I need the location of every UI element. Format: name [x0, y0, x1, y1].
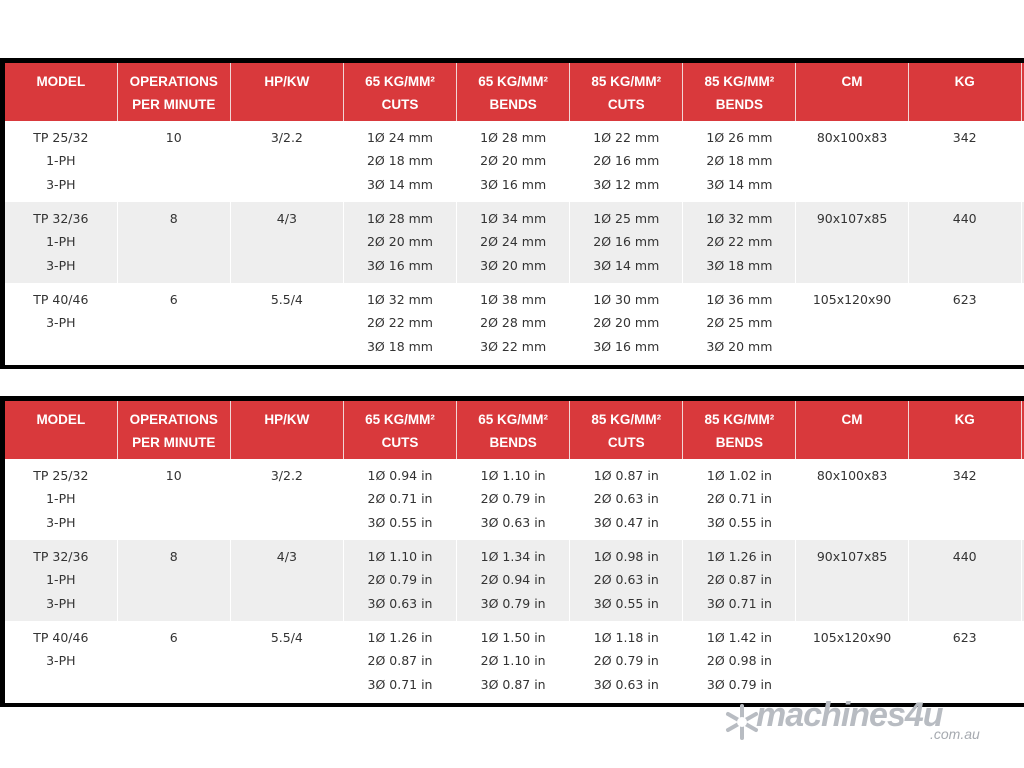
header-model: MODEL — [5, 401, 117, 459]
header-row — [5, 63, 1024, 121]
cell-cm: 105x120x90 — [796, 621, 908, 703]
cell-model: TP 25/32 1-PH 3-PH — [5, 121, 117, 202]
cell-ops: 6 — [117, 621, 230, 703]
cell-cuts65: 1Ø 24 mm 2Ø 18 mm 3Ø 14 mm — [343, 121, 456, 202]
spec-table-mm-block — [0, 58, 1024, 369]
cell-kg: 623 — [908, 621, 1021, 703]
header-kg: KG — [908, 63, 1021, 121]
cell-hpkw: 3/2.2 — [230, 459, 343, 540]
cell-ops: 8 — [117, 202, 230, 283]
header-65-bends: 65 KG/MM² BENDS — [457, 63, 570, 121]
cell-bends65: 1Ø 34 mm 2Ø 24 mm 3Ø 20 mm — [457, 202, 570, 283]
cell-kg: 440 — [908, 540, 1021, 621]
cell-cuts85: 1Ø 22 mm 2Ø 16 mm 3Ø 12 mm — [570, 121, 683, 202]
cell-hpkw: 3/2.2 — [230, 121, 343, 202]
cell-cuts85: 1Ø 30 mm 2Ø 20 mm 3Ø 16 mm — [570, 283, 683, 365]
table-row — [5, 459, 1024, 540]
table-row — [5, 283, 1024, 365]
header-row — [5, 401, 1024, 459]
cell-cuts85: 1Ø 1.18 in 2Ø 0.79 in 3Ø 0.63 in — [570, 621, 683, 703]
cell-cm: 90x107x85 — [796, 540, 908, 621]
cell-kg: 440 — [908, 202, 1021, 283]
cell-model: TP 32/36 1-PH 3-PH — [5, 540, 117, 621]
cell-ops: 6 — [117, 283, 230, 365]
table-row — [5, 540, 1024, 621]
cell-hpkw: 5.5/4 — [230, 621, 343, 703]
header-operations-per-minute: OPERATIONS PER MINUTE — [117, 63, 230, 121]
spec-table-mm — [5, 63, 1024, 365]
header-operations-per-minute: OPERATIONS PER MINUTE — [117, 401, 230, 459]
header-model: MODEL — [5, 63, 117, 121]
cell-model: TP 40/46 3-PH — [5, 283, 117, 365]
cell-bends85: 1Ø 32 mm 2Ø 22 mm 3Ø 18 mm — [683, 202, 796, 283]
cell-bends85: 1Ø 26 mm 2Ø 18 mm 3Ø 14 mm — [683, 121, 796, 202]
header-85-bends: 85 KG/MM² BENDS — [683, 63, 796, 121]
header-hp-kw: HP/KW — [230, 401, 343, 459]
cell-kg: 342 — [908, 121, 1021, 202]
header-kg: KG — [908, 401, 1021, 459]
cell-cm: 90x107x85 — [796, 202, 908, 283]
table-row — [5, 621, 1024, 703]
cell-hpkw: 4/3 — [230, 202, 343, 283]
cell-cm: 80x100x83 — [796, 121, 908, 202]
cell-ops: 10 — [117, 121, 230, 202]
header-cm: CM — [796, 63, 908, 121]
header-65-cuts: 65 KG/MM² CUTS — [343, 401, 456, 459]
header-65-bends: 65 KG/MM² BENDS — [457, 401, 570, 459]
cell-model: TP 25/32 1-PH 3-PH — [5, 459, 117, 540]
header-65-cuts: 65 KG/MM² CUTS — [343, 63, 456, 121]
cell-bends65: 1Ø 1.10 in 2Ø 0.79 in 3Ø 0.63 in — [457, 459, 570, 540]
header-cm: CM — [796, 401, 908, 459]
watermark-brand: machines4u — [756, 696, 943, 734]
cell-bends65: 1Ø 28 mm 2Ø 20 mm 3Ø 16 mm — [457, 121, 570, 202]
cell-kg: 342 — [908, 459, 1021, 540]
cell-kg: 623 — [908, 283, 1021, 365]
cell-cuts85: 1Ø 0.98 in 2Ø 0.63 in 3Ø 0.55 in — [570, 540, 683, 621]
cell-bends85: 1Ø 1.42 in 2Ø 0.98 in 3Ø 0.79 in — [683, 621, 796, 703]
header-85-cuts: 85 KG/MM² CUTS — [570, 63, 683, 121]
cell-cuts65: 1Ø 0.94 in 2Ø 0.71 in 3Ø 0.55 in — [343, 459, 456, 540]
cell-model: TP 32/36 1-PH 3-PH — [5, 202, 117, 283]
header-hp-kw: HP/KW — [230, 63, 343, 121]
cell-bends65: 1Ø 1.50 in 2Ø 1.10 in 3Ø 0.87 in — [457, 621, 570, 703]
cell-bends85: 1Ø 36 mm 2Ø 25 mm 3Ø 20 mm — [683, 283, 796, 365]
cell-cuts85: 1Ø 25 mm 2Ø 16 mm 3Ø 14 mm — [570, 202, 683, 283]
spec-table-in-block — [0, 396, 1024, 707]
spec-table-in — [5, 401, 1024, 703]
cell-bends85: 1Ø 1.26 in 2Ø 0.87 in 3Ø 0.71 in — [683, 540, 796, 621]
watermark-domain: .com.au — [930, 726, 980, 742]
cell-cuts65: 1Ø 32 mm 2Ø 22 mm 3Ø 18 mm — [343, 283, 456, 365]
cell-cuts65: 1Ø 1.10 in 2Ø 0.79 in 3Ø 0.63 in — [343, 540, 456, 621]
cell-ops: 8 — [117, 540, 230, 621]
cell-model: TP 40/46 3-PH — [5, 621, 117, 703]
cell-cuts65: 1Ø 28 mm 2Ø 20 mm 3Ø 16 mm — [343, 202, 456, 283]
table-row — [5, 202, 1024, 283]
cell-cm: 80x100x83 — [796, 459, 908, 540]
cell-cm: 105x120x90 — [796, 283, 908, 365]
header-85-cuts: 85 KG/MM² CUTS — [570, 401, 683, 459]
cell-bends65: 1Ø 1.34 in 2Ø 0.94 in 3Ø 0.79 in — [457, 540, 570, 621]
cell-hpkw: 5.5/4 — [230, 283, 343, 365]
machines4u-watermark — [722, 696, 992, 746]
cell-bends65: 1Ø 38 mm 2Ø 28 mm 3Ø 22 mm — [457, 283, 570, 365]
cell-bends85: 1Ø 1.02 in 2Ø 0.71 in 3Ø 0.55 in — [683, 459, 796, 540]
header-85-bends: 85 KG/MM² BENDS — [683, 401, 796, 459]
cell-hpkw: 4/3 — [230, 540, 343, 621]
cell-cuts85: 1Ø 0.87 in 2Ø 0.63 in 3Ø 0.47 in — [570, 459, 683, 540]
cell-ops: 10 — [117, 459, 230, 540]
cell-cuts65: 1Ø 1.26 in 2Ø 0.87 in 3Ø 0.71 in — [343, 621, 456, 703]
table-row — [5, 121, 1024, 202]
